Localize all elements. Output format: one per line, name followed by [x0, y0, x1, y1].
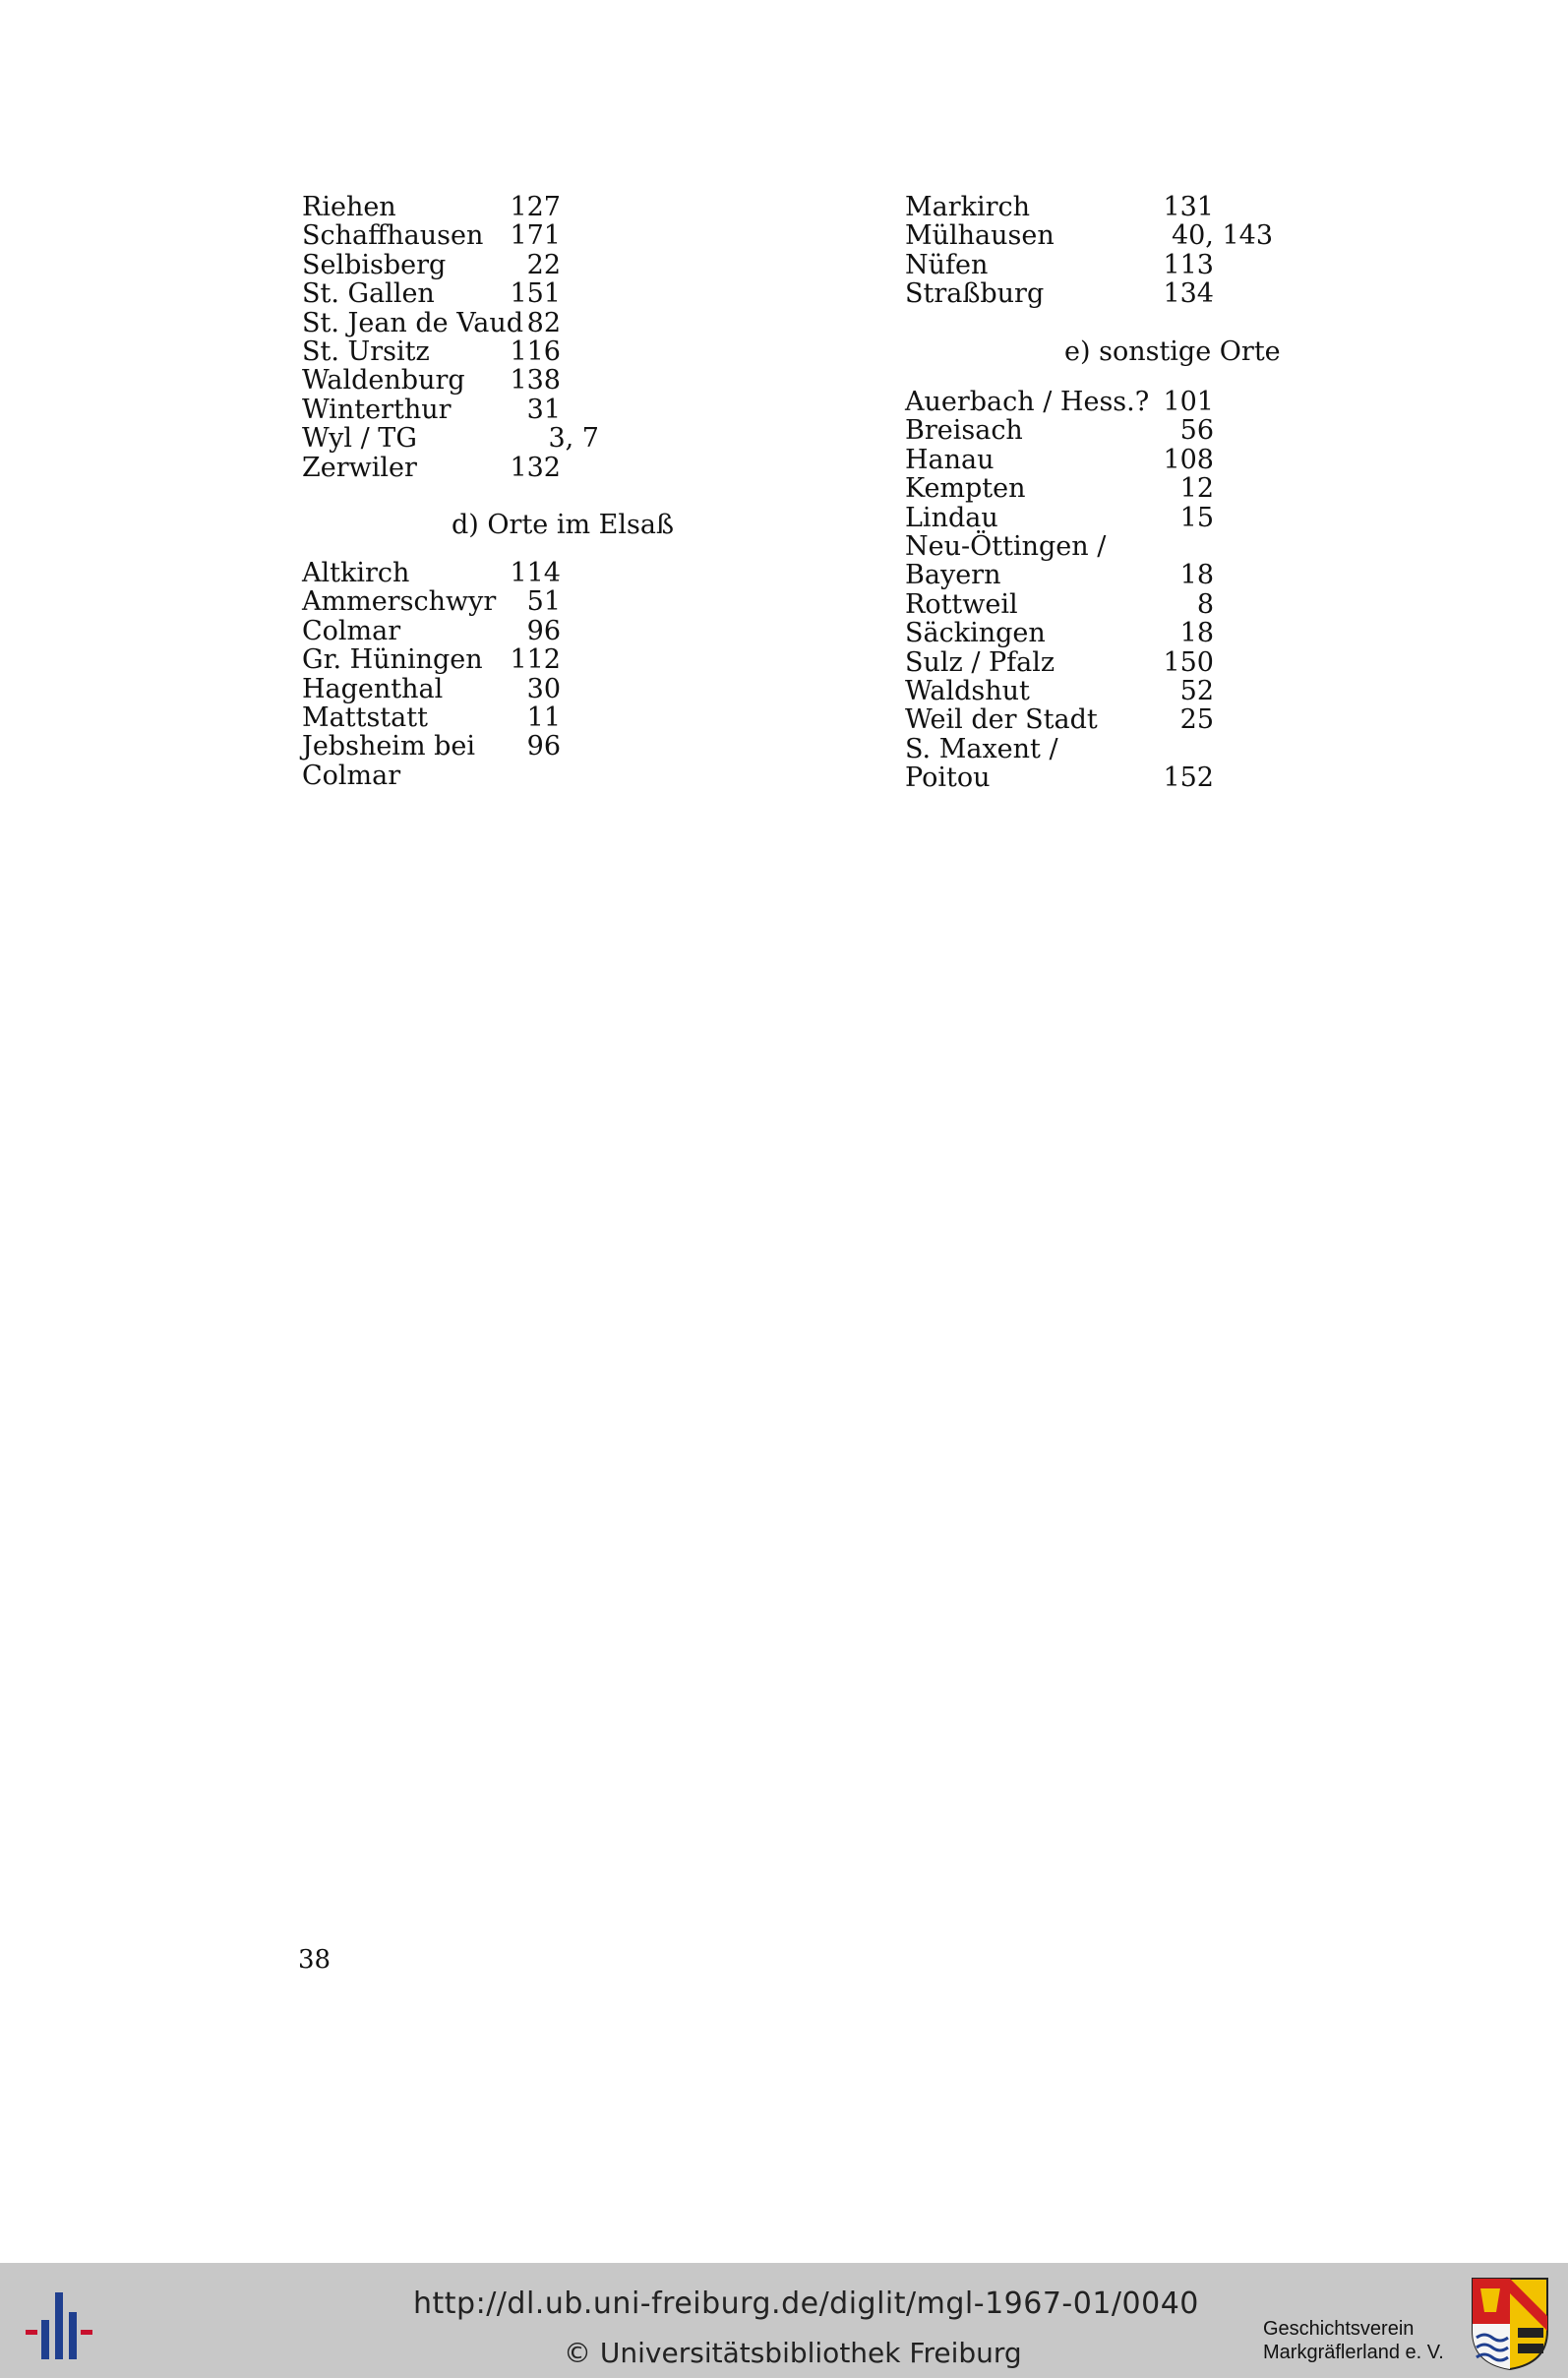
place-name: Nüfen	[905, 249, 989, 280]
place-name: Winterthur	[302, 394, 452, 425]
section-heading-d: d) Orte im Elsaß	[452, 510, 675, 540]
index-entry	[302, 559, 715, 587]
index-entry	[905, 590, 1318, 619]
index-entry	[905, 251, 1318, 279]
page-ref: 51	[526, 586, 561, 618]
index-entry	[905, 446, 1318, 474]
page-ref: 11	[526, 701, 561, 733]
page-ref: 3, 7	[548, 423, 599, 455]
page-ref: 114	[510, 558, 561, 588]
index-entry	[302, 366, 715, 395]
place-name: St. Jean de Vaud	[302, 307, 524, 338]
page-ref: 151	[510, 278, 561, 310]
page-ref: 116	[510, 335, 561, 367]
index-entry	[905, 561, 1318, 589]
coat-of-arms-icon	[1471, 2277, 1549, 2371]
place-name: S. Maxent /	[905, 733, 1058, 764]
index-entry	[905, 388, 1318, 416]
page-ref: 12	[1179, 473, 1214, 505]
index-entry	[302, 762, 715, 790]
place-name: Mattstatt	[302, 701, 428, 733]
index-entry	[302, 251, 715, 279]
index-entry	[302, 193, 715, 221]
place-name: Markirch	[905, 192, 1031, 222]
page-ref: 22	[526, 249, 561, 280]
index-entry	[905, 221, 1318, 250]
place-name: St. Gallen	[302, 278, 435, 310]
index-entry	[905, 648, 1318, 677]
page-ref: 18	[1179, 618, 1214, 649]
place-name: Säckingen	[905, 618, 1046, 649]
place-name: Jebsheim bei	[302, 731, 476, 762]
index-entry	[905, 763, 1318, 792]
index-entry	[905, 474, 1318, 503]
index-entry	[905, 735, 1318, 763]
place-name: Weil der Stadt	[905, 704, 1098, 736]
page-number: 38	[298, 1945, 332, 1975]
index-entry	[302, 703, 715, 732]
place-name: Straßburg	[905, 278, 1045, 310]
place-name: Poitou	[905, 762, 991, 794]
page-ref: 31	[526, 394, 561, 425]
society-line-2: Markgräflerland e. V.	[1263, 2342, 1444, 2363]
left-index-column	[302, 193, 715, 482]
index-entry	[905, 677, 1318, 705]
page-ref: 132	[510, 452, 561, 483]
place-name: Hagenthal	[302, 673, 444, 704]
page-ref: 152	[1163, 762, 1214, 794]
index-entry	[905, 532, 1318, 561]
place-name: Sulz / Pfalz	[905, 646, 1055, 678]
index-entry	[302, 396, 715, 424]
place-name: Mülhausen	[905, 220, 1055, 252]
index-entry	[302, 337, 715, 366]
index-entry	[905, 193, 1318, 221]
section-e-list	[905, 388, 1318, 792]
place-name: Selbisberg	[302, 249, 447, 280]
index-entry	[905, 279, 1318, 308]
index-entry	[905, 504, 1318, 532]
page-ref: 150	[1163, 646, 1214, 678]
ub-freiburg-logo-icon	[18, 2283, 101, 2366]
place-name: St. Ursitz	[302, 335, 430, 367]
page-ref: 8	[1196, 588, 1214, 620]
place-name: Bayern	[905, 560, 1001, 591]
index-entry	[905, 705, 1318, 734]
place-name: Ammerschwyr	[302, 586, 497, 618]
place-name: Neu-Öttingen /	[905, 530, 1107, 562]
page-ref: 108	[1163, 444, 1214, 475]
page-ref: 134	[1163, 278, 1214, 310]
place-name: Kempten	[905, 473, 1026, 505]
place-name: Colmar	[302, 760, 401, 791]
place-name: Breisach	[905, 415, 1023, 447]
place-name: Riehen	[302, 192, 396, 222]
page-ref: 96	[526, 731, 561, 762]
page-ref: 82	[526, 307, 561, 338]
place-name: Waldshut	[905, 675, 1030, 706]
place-name: Lindau	[905, 502, 998, 533]
page-ref: 25	[1179, 704, 1214, 736]
place-name: Auerbach / Hess.?	[905, 387, 1150, 417]
page-ref: 101	[1163, 387, 1214, 417]
page-ref: 96	[526, 615, 561, 646]
page-ref: 112	[510, 644, 561, 676]
page-ref: 138	[510, 365, 561, 396]
page-ref: 52	[1179, 675, 1214, 706]
place-name: Waldenburg	[302, 365, 465, 396]
index-entry	[905, 416, 1318, 445]
index-entry	[302, 454, 715, 482]
page-ref: 131	[1163, 192, 1214, 222]
place-name: Altkirch	[302, 558, 410, 588]
page-ref: 127	[510, 192, 561, 222]
index-entry	[302, 732, 715, 761]
index-entry	[302, 424, 715, 453]
index-entry	[302, 617, 715, 645]
page-ref: 56	[1179, 415, 1214, 447]
index-entry	[905, 619, 1318, 647]
page-ref: 40, 143	[1171, 220, 1273, 252]
society-name	[1263, 2317, 1444, 2364]
index-entry	[302, 309, 715, 337]
place-name: Zerwiler	[302, 452, 417, 483]
index-entry	[302, 279, 715, 308]
place-name: Schaffhausen	[302, 220, 484, 252]
index-entry	[302, 645, 715, 674]
page-ref: 15	[1179, 502, 1214, 533]
section-heading-e: e) sonstige Orte	[1064, 336, 1281, 367]
index-entry	[302, 587, 715, 616]
place-name: Rottweil	[905, 588, 1018, 620]
permalink-url[interactable]: http://dl.ub.uni-freiburg.de/diglit/mgl-1967-01/0040	[413, 2287, 1199, 2321]
copyright-notice: © Universitätsbibliothek Freiburg	[564, 2337, 1022, 2369]
society-line-1: Geschichtsverein	[1263, 2318, 1415, 2340]
section-d-list	[302, 559, 715, 790]
index-entry	[302, 221, 715, 250]
place-name: Hanau	[905, 444, 995, 475]
place-name: Gr. Hüningen	[302, 644, 483, 676]
place-name: Colmar	[302, 615, 401, 646]
page-ref: 171	[510, 220, 561, 252]
place-name: Wyl / TG	[302, 423, 417, 455]
page-ref: 18	[1179, 560, 1214, 591]
footer-bar	[0, 2263, 1568, 2378]
page-ref: 30	[526, 673, 561, 704]
page-ref: 113	[1163, 249, 1214, 280]
index-entry	[302, 675, 715, 703]
right-index-column	[905, 193, 1318, 309]
